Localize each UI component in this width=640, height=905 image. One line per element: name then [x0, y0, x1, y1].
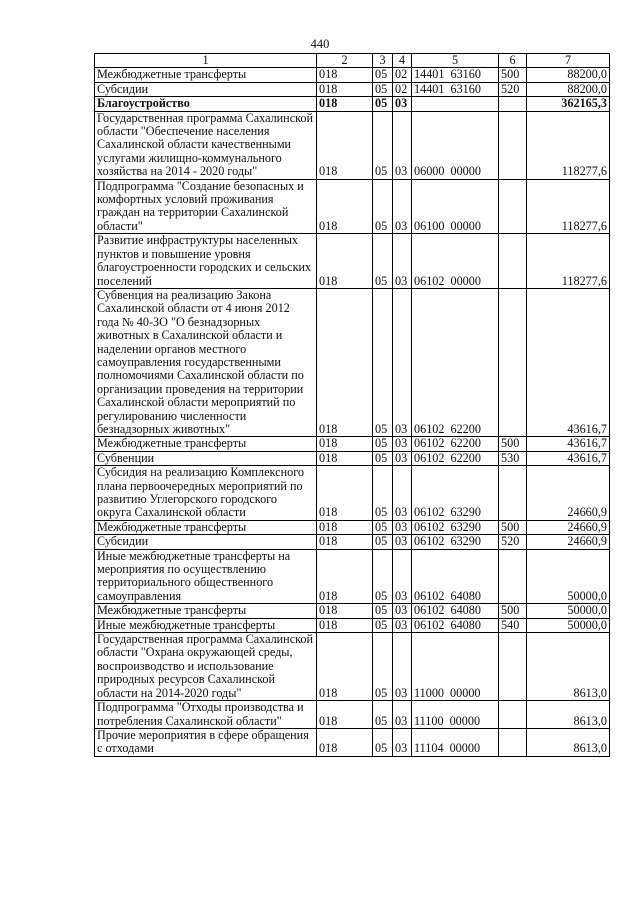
section-code: 05: [373, 82, 393, 96]
section-code: 05: [373, 535, 393, 549]
section-code: 05: [373, 97, 393, 111]
row-name: Иные межбюджетные трансферты: [95, 618, 317, 632]
direction-code: 00000: [450, 273, 481, 288]
column-header: 7: [527, 54, 610, 68]
direction-code: 62200: [450, 421, 481, 436]
row-name: Субвенция на реализацию Закона Сахалинской области от 4 июня 2012 года № 40-ЗО "О безнадзорных животных в Сахалинской области и наделении органов местного самоуправления государственными полномочиями Сахалинской области по организации проведения на территории Сахалинской области мероприятий по регулированию численности безнадзорных животных": [95, 288, 317, 436]
ministry-code: 018: [317, 466, 373, 521]
direction-code: 62200: [450, 436, 481, 451]
ministry-code: 018: [317, 179, 373, 234]
header-row: [95, 54, 610, 68]
table-row: [95, 179, 610, 234]
subsection-code: 03: [393, 111, 412, 179]
amount-value: 50000,0: [527, 604, 610, 618]
table-row: [95, 618, 610, 632]
ministry-code: 018: [317, 728, 373, 756]
subsection-code: 03: [393, 179, 412, 234]
ministry-code: 018: [317, 68, 373, 82]
ministry-code: 018: [317, 97, 373, 111]
expense-type-code: [499, 633, 527, 701]
ministry-code: 018: [317, 82, 373, 96]
program-code: 06000: [414, 164, 445, 179]
ministry-code: 018: [317, 604, 373, 618]
subsection-code: 03: [393, 604, 412, 618]
amount-value: 362165,3: [527, 97, 610, 111]
subsection-code: 03: [393, 549, 412, 604]
section-code: 05: [373, 179, 393, 234]
section-code: 05: [373, 701, 393, 729]
column-header: 6: [499, 54, 527, 68]
program-code: 06102: [414, 520, 445, 534]
direction-code: 63290: [450, 534, 481, 549]
direction-code: 00000: [450, 164, 481, 179]
direction-code: 00000: [450, 685, 481, 700]
amount-value: 8613,0: [527, 633, 610, 701]
section-code: 05: [373, 288, 393, 436]
column-header: 3: [373, 54, 393, 68]
subsection-code: 03: [393, 618, 412, 632]
subsection-code: 03: [393, 701, 412, 729]
program-code: 06102: [414, 603, 445, 618]
row-name: Благоустройство: [95, 97, 317, 111]
section-code: 05: [373, 68, 393, 82]
expense-type-code: 520: [499, 535, 527, 549]
row-name: Подпрограмма "Создание безопасных и комфортных условий проживания граждан на территории Сахалинской области": [95, 179, 317, 234]
row-name: Государственная программа Сахалинской области "Обеспечение населения Сахалинской области качественными услугами жилищно-коммунального хозяйства на 2014 - 2020 годы": [95, 111, 317, 179]
program-code: 14401: [414, 82, 445, 96]
table-body: [95, 68, 610, 756]
table-row: [95, 633, 610, 701]
direction-code: 63290: [450, 520, 481, 534]
section-code: 05: [373, 234, 393, 289]
target-article-code: [412, 68, 499, 82]
subsection-code: 03: [393, 234, 412, 289]
table-row: [95, 234, 610, 289]
expense-type-code: 520: [499, 82, 527, 96]
subsection-code: 03: [393, 633, 412, 701]
program-code: 06102: [414, 273, 445, 288]
column-header: 5: [412, 54, 499, 68]
budget-table: [94, 53, 610, 757]
expense-type-code: [499, 234, 527, 289]
ministry-code: 018: [317, 451, 373, 465]
program-code: 06102: [414, 534, 445, 549]
ministry-code: 018: [317, 111, 373, 179]
subsection-code: 02: [393, 82, 412, 96]
row-name: Субсидии: [95, 535, 317, 549]
ministry-code: 018: [317, 549, 373, 604]
expense-type-code: [499, 728, 527, 756]
expense-type-code: 540: [499, 618, 527, 632]
amount-value: 43616,7: [527, 451, 610, 465]
target-article-code: [412, 633, 499, 701]
direction-code: 64080: [450, 603, 481, 618]
table-header: [95, 54, 610, 68]
page-number: 440: [310, 37, 330, 51]
row-name: Межбюджетные трансферты: [95, 68, 317, 82]
target-article-code: [412, 604, 499, 618]
target-article-code: [412, 437, 499, 451]
target-article-code: [412, 179, 499, 234]
target-article-code: [412, 618, 499, 632]
direction-code: 00000: [449, 713, 481, 728]
row-name: Субвенции: [95, 451, 317, 465]
row-name: Развитие инфраструктуры населенных пунктов и повышение уровня благоустроенности городских и сельских поселений: [95, 234, 317, 289]
row-name: Межбюджетные трансферты: [95, 437, 317, 451]
target-article-code: [412, 728, 499, 756]
subsection-code: 03: [393, 437, 412, 451]
column-header: 4: [393, 54, 412, 68]
amount-value: 24660,9: [527, 466, 610, 521]
target-article-code: [412, 549, 499, 604]
target-article-code: [412, 288, 499, 436]
row-name: Субсидия на реализацию Комплексного плана первоочередных мероприятий по развитию Углегорского городского округа Сахалинской области: [95, 466, 317, 521]
amount-value: 43616,7: [527, 437, 610, 451]
row-name: Государственная программа Сахалинской области "Охрана окружающей среды, воспроизводство и использование природных ресурсов Сахалинской области на 2014-2020 годы": [95, 633, 317, 701]
expense-type-code: [499, 466, 527, 521]
table-row: [95, 466, 610, 521]
row-name: Межбюджетные трансферты: [95, 604, 317, 618]
direction-code: 63160: [450, 82, 481, 96]
section-code: 05: [373, 549, 393, 604]
program-code: 06102: [414, 618, 445, 632]
row-name: Субсидии: [95, 82, 317, 96]
direction-code: 63160: [450, 67, 481, 82]
column-header: 2: [317, 54, 373, 68]
expense-type-code: [499, 111, 527, 179]
row-name: Подпрограмма "Отходы производства и потребления Сахалинской области": [95, 701, 317, 729]
section-code: 05: [373, 111, 393, 179]
expense-type-code: 500: [499, 520, 527, 534]
target-article-code: [412, 701, 499, 729]
program-code: 14401: [414, 67, 445, 82]
subsection-code: 03: [393, 520, 412, 534]
expense-type-code: 500: [499, 437, 527, 451]
program-code: 06102: [414, 588, 445, 603]
table-row: [95, 111, 610, 179]
amount-value: 8613,0: [527, 728, 610, 756]
amount-value: 118277,6: [527, 111, 610, 179]
target-article-code: [412, 111, 499, 179]
direction-code: 63290: [450, 505, 481, 520]
table-row: [95, 68, 610, 82]
section-code: 05: [373, 604, 393, 618]
ministry-code: 018: [317, 535, 373, 549]
table-row: [95, 535, 610, 549]
subsection-code: 03: [393, 535, 412, 549]
target-article-code: [412, 535, 499, 549]
amount-value: 50000,0: [527, 549, 610, 604]
direction-code: 00000: [450, 218, 481, 233]
section-code: 05: [373, 451, 393, 465]
ministry-code: 018: [317, 701, 373, 729]
section-code: 05: [373, 633, 393, 701]
ministry-code: 018: [317, 288, 373, 436]
amount-value: 118277,6: [527, 234, 610, 289]
amount-value: 50000,0: [527, 618, 610, 632]
expense-type-code: 530: [499, 451, 527, 465]
section-code: 05: [373, 466, 393, 521]
row-name: Иные межбюджетные трансферты на мероприятия по осуществлению территориального общественного самоуправления: [95, 549, 317, 604]
table-row: [95, 549, 610, 604]
direction-code: 00000: [449, 741, 481, 756]
direction-code: 62200: [450, 451, 481, 465]
expense-type-code: [499, 179, 527, 234]
expense-type-code: [499, 288, 527, 436]
subsection-code: 03: [393, 728, 412, 756]
program-code: 06102: [414, 436, 445, 451]
subsection-code: 03: [393, 288, 412, 436]
expense-type-code: 500: [499, 68, 527, 82]
subsection-code: 03: [393, 97, 412, 111]
amount-value: 88200,0: [527, 68, 610, 82]
subsection-code: 03: [393, 466, 412, 521]
table-row: [95, 604, 610, 618]
amount-value: 88200,0: [527, 82, 610, 96]
amount-value: 8613,0: [527, 701, 610, 729]
subsection-code: 03: [393, 451, 412, 465]
ministry-code: 018: [317, 633, 373, 701]
table-row: [95, 288, 610, 436]
target-article-code: [412, 82, 499, 96]
table-row: [95, 82, 610, 96]
section-code: 05: [373, 728, 393, 756]
amount-value: 24660,9: [527, 535, 610, 549]
program-code: 06100: [414, 218, 445, 233]
ministry-code: 018: [317, 437, 373, 451]
direction-code: 64080: [450, 588, 481, 603]
table-row: [95, 437, 610, 451]
column-header: 1: [95, 54, 317, 68]
section-code: 05: [373, 437, 393, 451]
section-code: 05: [373, 520, 393, 534]
target-article-code: [412, 234, 499, 289]
ministry-code: 018: [317, 234, 373, 289]
ministry-code: 018: [317, 618, 373, 632]
program-code: 06102: [414, 421, 445, 436]
table-row: [95, 451, 610, 465]
program-code: 11104: [414, 741, 444, 756]
ministry-code: 018: [317, 520, 373, 534]
program-code: 06102: [414, 451, 445, 465]
direction-code: 64080: [450, 618, 481, 632]
target-article-code: [412, 466, 499, 521]
table-row: [95, 701, 610, 729]
target-article-code: [412, 520, 499, 534]
target-article-code: [412, 97, 499, 111]
expense-type-code: [499, 549, 527, 604]
program-code: 11000: [414, 685, 445, 700]
row-name: Межбюджетные трансферты: [95, 520, 317, 534]
section-code: 05: [373, 618, 393, 632]
amount-value: 118277,6: [527, 179, 610, 234]
amount-value: 24660,9: [527, 520, 610, 534]
table-row: [95, 97, 610, 111]
amount-value: 43616,7: [527, 288, 610, 436]
target-article-code: [412, 451, 499, 465]
expense-type-code: [499, 97, 527, 111]
table-row: [95, 520, 610, 534]
program-code: 06102: [414, 505, 445, 520]
table-row: [95, 728, 610, 756]
expense-type-code: 500: [499, 604, 527, 618]
row-name: Прочие мероприятия в сфере обращения с отходами: [95, 728, 317, 756]
program-code: 11100: [414, 713, 444, 728]
expense-type-code: [499, 701, 527, 729]
subsection-code: 02: [393, 68, 412, 82]
